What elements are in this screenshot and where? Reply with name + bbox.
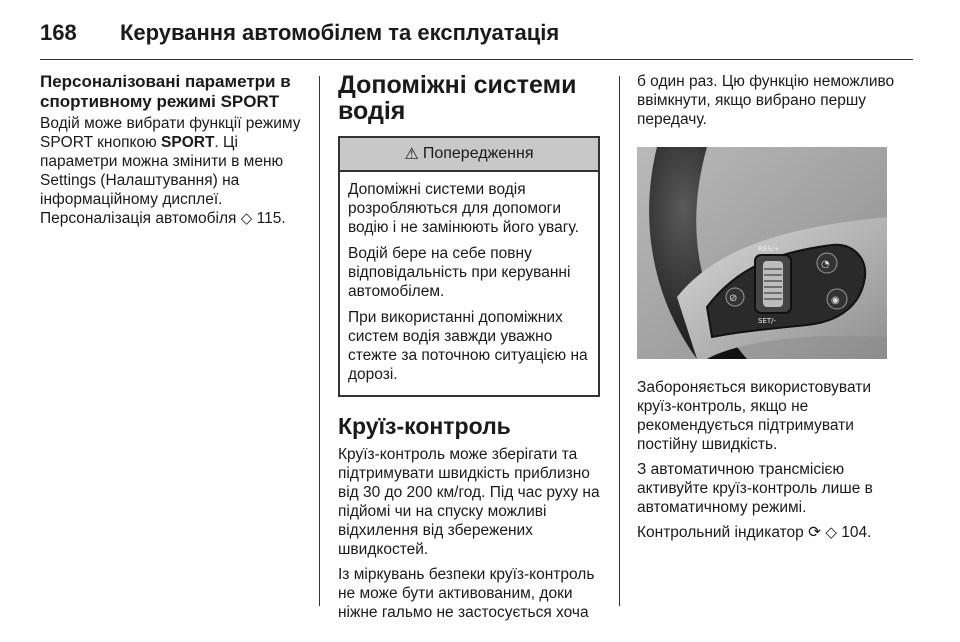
paragraph-sport: Водій може вибрати функції режиму SPORT кнопкою SPORT. Ці параметри можна змінити в меню Settings (Налаштування) на інформаційному дисплеї. Персоналізація автомобіля ◇ 115. <box>40 115 301 227</box>
column-right <box>637 72 913 548</box>
paragraph-cruise-1: Круїз-контроль може зберігати та підтримувати швидкість приблизно від 30 до 200 км/год. Під час руху на підйомі чи на спуску можливі відхилення від збережених швидкостей. <box>338 446 600 558</box>
set-label: SET/- <box>758 317 777 325</box>
header-rule <box>40 59 913 60</box>
paragraph-cruise-4: З автоматичною трансмісією активуйте круїз-контроль лише в автоматичному режимі. <box>637 461 873 516</box>
paragraph-cruise-2: Із міркувань безпеки круїз-контроль не може бути активованим, доки ніжне гальмо не застосується хоча <box>338 566 595 621</box>
page-number: 168 <box>40 20 77 45</box>
warning-header <box>340 138 598 172</box>
paragraph-indicator: Контрольний індикатор ⟳ ◇ 104. <box>637 524 872 541</box>
warning-triangle-icon: ⚠ <box>404 146 419 163</box>
section-heading-driver-assistance: Допоміжні системи водія <box>338 71 577 125</box>
page-ref-icon: ◇ <box>825 524 837 541</box>
res-label: RES/+ <box>758 245 780 253</box>
keyword-sport: SPORT <box>161 134 215 151</box>
page-ref[interactable]: 104. <box>836 524 872 541</box>
column-middle <box>338 72 604 628</box>
column-left <box>40 72 302 234</box>
running-title: Керування автомобілем та експлуатація <box>120 20 560 45</box>
paragraph-continued: б один раз. Цю функцію неможливо ввімкнути, якщо вибрано першу передачу. <box>637 73 895 128</box>
column-divider <box>619 76 620 606</box>
warning-box <box>338 136 600 397</box>
steering-wheel-cruise-controls-image <box>637 147 887 359</box>
page-header <box>40 14 920 58</box>
warning-title: Попередження <box>422 145 534 162</box>
warning-paragraph: При використанні допоміжних систем водія завжди уважно стежте за поточною ситуацією на дорозі. <box>348 309 588 383</box>
paragraph-cruise-3: Забороняється використовувати круїз-контроль, якщо не рекомендується підтримувати постійну швидкість. <box>637 379 871 453</box>
svg-text:◔: ◔ <box>821 259 830 270</box>
page-ref[interactable]: 115. <box>252 210 286 227</box>
section-heading-cruise-control: Круїз-контроль <box>338 413 511 439</box>
cruise-control-indicator-icon: ⟳ <box>808 524 822 541</box>
warning-body <box>340 172 598 395</box>
section-heading-sport: Персоналізовані параметри в спортивному режимі SPORT <box>40 72 291 111</box>
warning-paragraph: Допоміжні системи водія розробляються для допомоги водію і не замінюють його увагу. <box>348 181 579 236</box>
svg-text:◉: ◉ <box>831 295 840 306</box>
warning-paragraph: Водій бере на себе повну відповідальність при керуванні автомобілем. <box>348 245 571 300</box>
column-divider <box>319 76 320 606</box>
svg-text:⊘: ⊘ <box>729 293 738 304</box>
page-ref-icon: ◇ <box>240 210 253 227</box>
